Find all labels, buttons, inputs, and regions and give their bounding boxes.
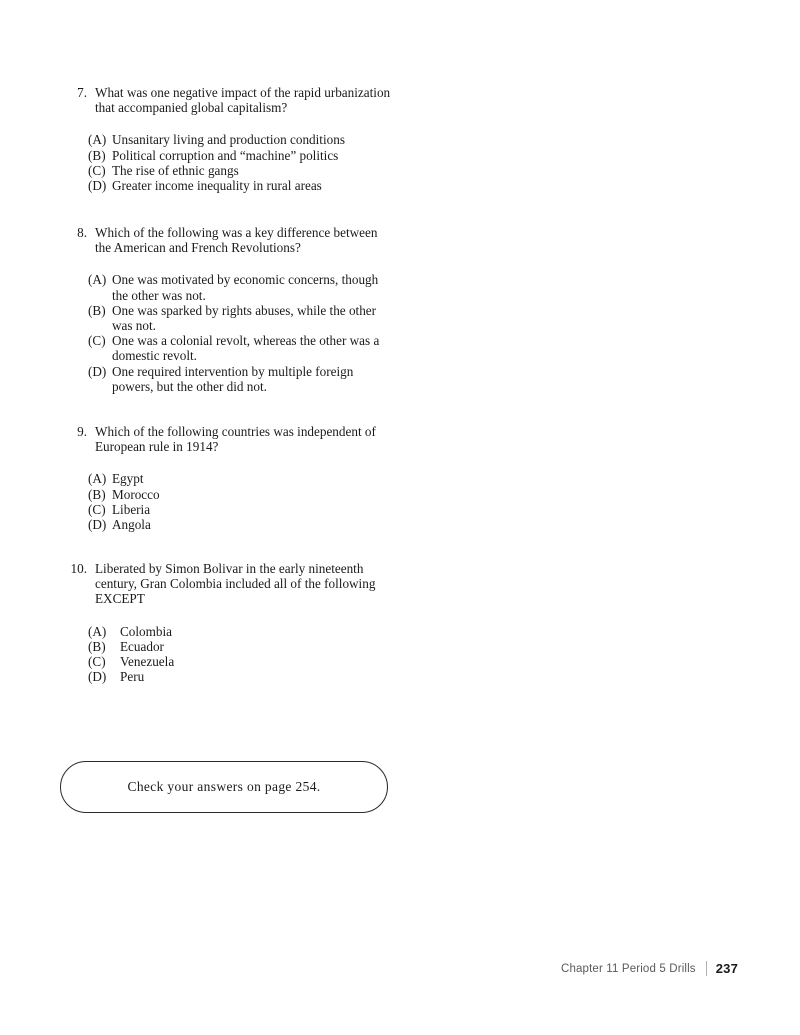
option-letter: (C) xyxy=(88,162,106,178)
question-stem: Which of the following countries was independent of European rule in 1914? xyxy=(95,424,376,455)
option-a[interactable] xyxy=(88,272,482,302)
option-text: Venezuela xyxy=(120,654,175,670)
answer-options xyxy=(62,471,482,532)
option-d[interactable] xyxy=(88,178,482,193)
question-stem: Which of the following was a key difference between the American and French Revolutions? xyxy=(95,225,378,256)
answer-options xyxy=(62,132,482,193)
option-letter: (C) xyxy=(88,654,106,670)
question-number: 8. xyxy=(77,225,87,240)
option-text: One required intervention by multiple foreign powers, but the other did not. xyxy=(112,363,354,394)
page-footer xyxy=(561,961,738,976)
option-text: Colombia xyxy=(120,623,173,639)
option-text: Angola xyxy=(112,517,151,533)
question-header xyxy=(62,561,482,607)
option-text: The rise of ethnic gangs xyxy=(112,162,239,178)
question-block-9 xyxy=(62,424,482,532)
option-letter: (A) xyxy=(88,623,107,639)
option-text: Peru xyxy=(120,669,145,685)
question-header xyxy=(62,85,482,115)
option-c[interactable] xyxy=(88,333,482,363)
option-letter: (C) xyxy=(88,501,106,517)
question-block-7 xyxy=(62,85,482,193)
option-b[interactable] xyxy=(88,639,482,654)
option-letter: (D) xyxy=(88,363,107,379)
option-text: Ecuador xyxy=(120,638,164,654)
option-b[interactable] xyxy=(88,303,482,333)
footer-page-number: 237 xyxy=(715,961,738,976)
option-a[interactable] xyxy=(88,132,482,147)
question-number: 7. xyxy=(77,85,87,100)
option-letter: (B) xyxy=(88,302,106,318)
option-d[interactable] xyxy=(88,517,482,532)
option-letter: (D) xyxy=(88,517,107,533)
option-text: One was motivated by economic concerns, though the other was not. xyxy=(112,272,379,303)
option-text: One was sparked by rights abuses, while the other was not. xyxy=(112,302,377,334)
option-letter: (B) xyxy=(88,638,106,654)
question-header xyxy=(62,225,482,255)
option-d[interactable] xyxy=(88,669,482,684)
question-number: 9. xyxy=(77,424,87,439)
answer-options xyxy=(62,624,482,685)
option-letter: (D) xyxy=(88,178,107,194)
option-letter: (B) xyxy=(88,147,106,163)
option-letter: (A) xyxy=(88,272,107,288)
option-c[interactable] xyxy=(88,654,482,669)
question-stem: What was one negative impact of the rapid urbanization that accompanied global capitalism? xyxy=(95,85,391,116)
option-letter: (B) xyxy=(88,486,106,502)
check-answers-callout xyxy=(60,761,388,813)
option-a[interactable] xyxy=(88,471,482,486)
option-letter: (D) xyxy=(88,669,107,685)
option-c[interactable] xyxy=(88,502,482,517)
footer-divider xyxy=(706,961,707,976)
question-number: 10. xyxy=(70,561,87,576)
question-block-8 xyxy=(62,225,482,394)
answer-options xyxy=(62,272,482,394)
option-text: Egypt xyxy=(112,471,144,487)
option-c[interactable] xyxy=(88,163,482,178)
option-d[interactable] xyxy=(88,364,482,394)
option-b[interactable] xyxy=(88,148,482,163)
option-text: Greater income inequality in rural areas xyxy=(112,178,322,194)
question-header xyxy=(62,424,482,454)
option-a[interactable] xyxy=(88,624,482,639)
option-b[interactable] xyxy=(88,487,482,502)
option-text: One was a colonial revolt, whereas the other was a domestic revolt. xyxy=(112,333,380,364)
check-answers-text: Check your answers on page 254. xyxy=(127,779,321,794)
option-letter: (C) xyxy=(88,333,106,349)
option-text: Liberia xyxy=(112,501,151,517)
option-letter: (A) xyxy=(88,471,107,487)
footer-chapter-label: Chapter 11 Period 5 Drills xyxy=(560,962,696,975)
option-text: Unsanitary living and production conditions xyxy=(112,132,345,148)
option-text: Morocco xyxy=(112,486,160,502)
question-stem: Liberated by Simon Bolivar in the early nineteenth century, Gran Colombia included all of the following EXCEPT xyxy=(95,561,376,607)
option-text: Political corruption and “machine” politics xyxy=(112,147,339,163)
question-block-10 xyxy=(62,561,482,684)
option-letter: (A) xyxy=(88,132,107,148)
